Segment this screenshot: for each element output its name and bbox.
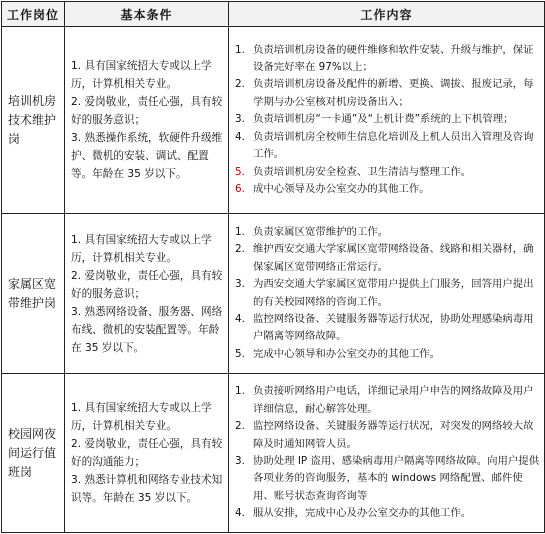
conditions-cell xyxy=(65,374,229,533)
duty-item: 3. 负责培训机房“一卡通”及“上机计费”系统的上下机管理； xyxy=(235,113,514,126)
condition-item: 1. 具有国家统招大专或以上学历，计算机相关专业。 xyxy=(71,402,212,432)
position-cell: 培训机房技术维护岗 xyxy=(2,27,65,214)
condition-item: 2. 爱岗敬业，责任心强，具有较好的服务意识； xyxy=(71,96,223,126)
duty-item: 1. 负责培训机房设备的硬件维修和软件安装、升级与维护，保证设备完好率在 97%以上； xyxy=(235,43,534,74)
conditions-cell xyxy=(65,27,229,214)
duties-cell xyxy=(229,374,545,533)
duty-item: 1. 负责家属区宽带维护的工作。 xyxy=(235,225,389,238)
job-table xyxy=(1,1,545,533)
conditions-cell xyxy=(65,214,229,374)
duty-item: 4. 服从安排，完成中心及办公室交办的其他工作。 xyxy=(235,507,472,520)
condition-item: 3. 熟悉计算机和网络专业技术知识等。年龄在 35 岁以下。 xyxy=(71,474,223,504)
duties-cell xyxy=(229,214,545,374)
duty-item: 5. 完成中心领导和办公室交办的其他工作。 xyxy=(235,347,441,360)
condition-item: 2. 爱岗敬业，责任心强，具有较好的服务意识； xyxy=(71,269,223,300)
duty-item: 1. 负责接听网络用户电话，详细记录用户申告的网络故障及用户详细信息，耐心解答处理。 xyxy=(235,385,534,415)
duties-cell xyxy=(229,27,545,214)
header-conditions: 基本条件 xyxy=(65,2,229,27)
header-row xyxy=(2,2,545,27)
condition-item: 2. 爱岗敬业，责任心强，具有较好的沟通能力； xyxy=(71,438,223,468)
condition-item: 3. 熟悉操作系统，软硬件升级维护、微机的安装、调试、配置等。年龄在 35 岁以下。 xyxy=(71,132,223,180)
duty-item: 2. 监控网络设备、关键服务器等运行状况，对突发的网络较大故障及时通知网管人员。 xyxy=(235,420,534,450)
duty-item: 4. 负责培训机房全校师生信息化培训及上机人员出入管理及咨询工作。 xyxy=(235,130,534,161)
duty-item: 2. 维护西安交通大学家属区宽带网络设备、线路和相关器材，确保家属区宽带网络正常运行。 xyxy=(235,243,534,273)
duty-item: 3. 为西安交通大学家属区宽带用户提供上门服务，回答用户提出的有关校园网络的咨询工作。 xyxy=(235,278,534,308)
position-cell: 家属区宽带维护岗 xyxy=(2,214,65,374)
condition-item: 3. 熟悉网络设备、服务器、网络布线、微机的安装配置等。年龄在 35 岁以下。 xyxy=(71,305,223,354)
header-position: 工作岗位 xyxy=(2,2,65,27)
table-row xyxy=(2,27,545,214)
duty-item: 3. 协助处理 IP 盗用、感染病毒用户隔离等网络故障。向用户提供各项业务的咨询服务，基本的 windows 网络配置、邮件使用、账号状态查询咨询等 xyxy=(235,455,540,502)
table-row xyxy=(2,214,545,374)
duty-item: 5. 负责培训机房安全检查、卫生清洁与整理工作。 xyxy=(235,165,472,178)
header-duties: 工作内容 xyxy=(229,2,545,27)
position-cell: 校园网夜间运行值班岗 xyxy=(2,374,65,533)
table-row xyxy=(2,374,545,533)
duty-item: 4. 监控网络设备、关键服务器等运行状况，协助处理感染病毒用户隔离等网络故障。 xyxy=(235,312,534,343)
condition-item: 1. 具有国家统招大专或以上学历，计算机相关专业。 xyxy=(71,233,212,264)
duty-item: 6. 成中心领导及办公室交办的其他工作。 xyxy=(235,182,430,195)
duty-item: 2. 负责培训机房设备及配件的新增、更换、调拔、报废记录，每学期与办公室核对机房设备出入； xyxy=(235,78,534,108)
condition-item: 1. 具有国家统招大专或以上学历，计算机相关专业。 xyxy=(71,60,212,90)
